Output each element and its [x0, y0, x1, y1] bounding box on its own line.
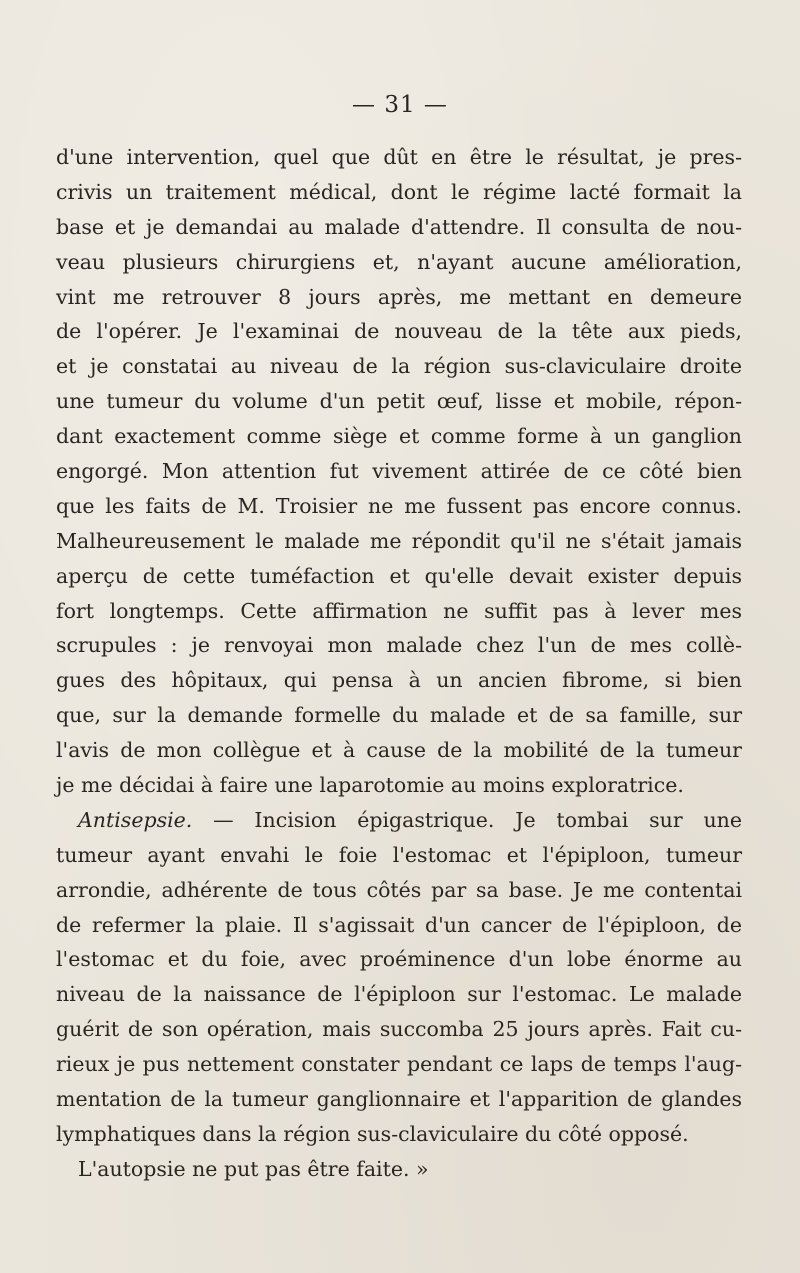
final-line: L'autopsie ne put pas être faite. » — [78, 1156, 429, 1181]
antisepsie-text: — Incision épigastrique. Je tombai sur une — [192, 807, 742, 832]
text-line: lymphatiques dans la région sus-claviculaire du côté opposé. — [56, 1121, 689, 1146]
text-line: de l'opérer. Je l'examinai de nouveau de la tête aux pieds, — [56, 319, 742, 344]
text-line: et je constatai au niveau de la région sus-claviculaire droite — [56, 354, 742, 379]
text-line: que les faits de M. Troisier ne me fussent pas encore connus. — [56, 493, 742, 518]
text-line: niveau de la naissance de l'épiploon sur l'estomac. Le malade — [56, 982, 742, 1007]
text-line: vint me retrouver 8 jours après, me mettant en demeure — [56, 284, 742, 309]
text-line: rieux je pus nettement constater pendant ce laps de temps l'aug- — [56, 1052, 742, 1077]
text-line: mentation de la tumeur ganglionnaire et l'apparition de glandes — [56, 1087, 742, 1112]
page-number: — 31 — — [352, 92, 448, 118]
text-line: guérit de son opération, mais succomba 25 jours après. Fait cu- — [56, 1017, 742, 1042]
text-line: veau plusieurs chirurgiens et, n'ayant aucune amélioration, — [56, 249, 742, 274]
text-line: base et je demandai au malade d'attendre. Il consulta de nou- — [56, 214, 742, 239]
text-line: dant exactement comme siège et comme forme à un ganglion — [56, 424, 742, 449]
text-line: d'une intervention, quel que dût en être le résultat, je pres- — [56, 145, 742, 169]
body-text — [56, 140, 742, 1187]
text-line: je me décidai à faire une laparotomie au moins exploratrice. — [56, 773, 684, 798]
antisepsie-heading: Antisepsie. — [78, 807, 193, 832]
text-line: tumeur ayant envahi le foie l'estomac et l'épiploon, tumeur — [56, 842, 742, 867]
text-line: crivis un traitement médical, dont le régime lacté formait la — [56, 179, 742, 204]
text-line: arrondie, adhérente de tous côtés par sa base. Je me contentai — [56, 877, 742, 902]
text-line: que, sur la demande formelle du malade et de sa famille, sur — [56, 703, 742, 728]
text-line: aperçu de cette tuméfaction et qu'elle devait exister depuis — [56, 563, 742, 588]
text-line: fort longtemps. Cette affirmation ne suffit pas à lever mes — [56, 598, 742, 623]
text-line: engorgé. Mon attention fut vivement attirée de ce côté bien — [56, 459, 742, 484]
text-line: Malheureusement le malade me répondit qu'il ne s'était jamais — [56, 528, 742, 553]
text-line: une tumeur du volume d'un petit œuf, lisse et mobile, répon- — [56, 389, 742, 414]
text-line: gues des hôpitaux, qui pensa à un ancien fibrome, si bien — [56, 668, 742, 693]
text-line: l'estomac et du foie, avec proéminence d'un lobe énorme au — [56, 947, 742, 972]
text-line: scrupules : je renvoyai mon malade chez l'un de mes collè- — [56, 633, 742, 658]
text-line: l'avis de mon collègue et à cause de la mobilité de la tumeur — [56, 738, 742, 763]
antisepsie-line — [56, 803, 742, 838]
text-line: de refermer la plaie. Il s'agissait d'un cancer de l'épiploon, de — [56, 912, 742, 937]
